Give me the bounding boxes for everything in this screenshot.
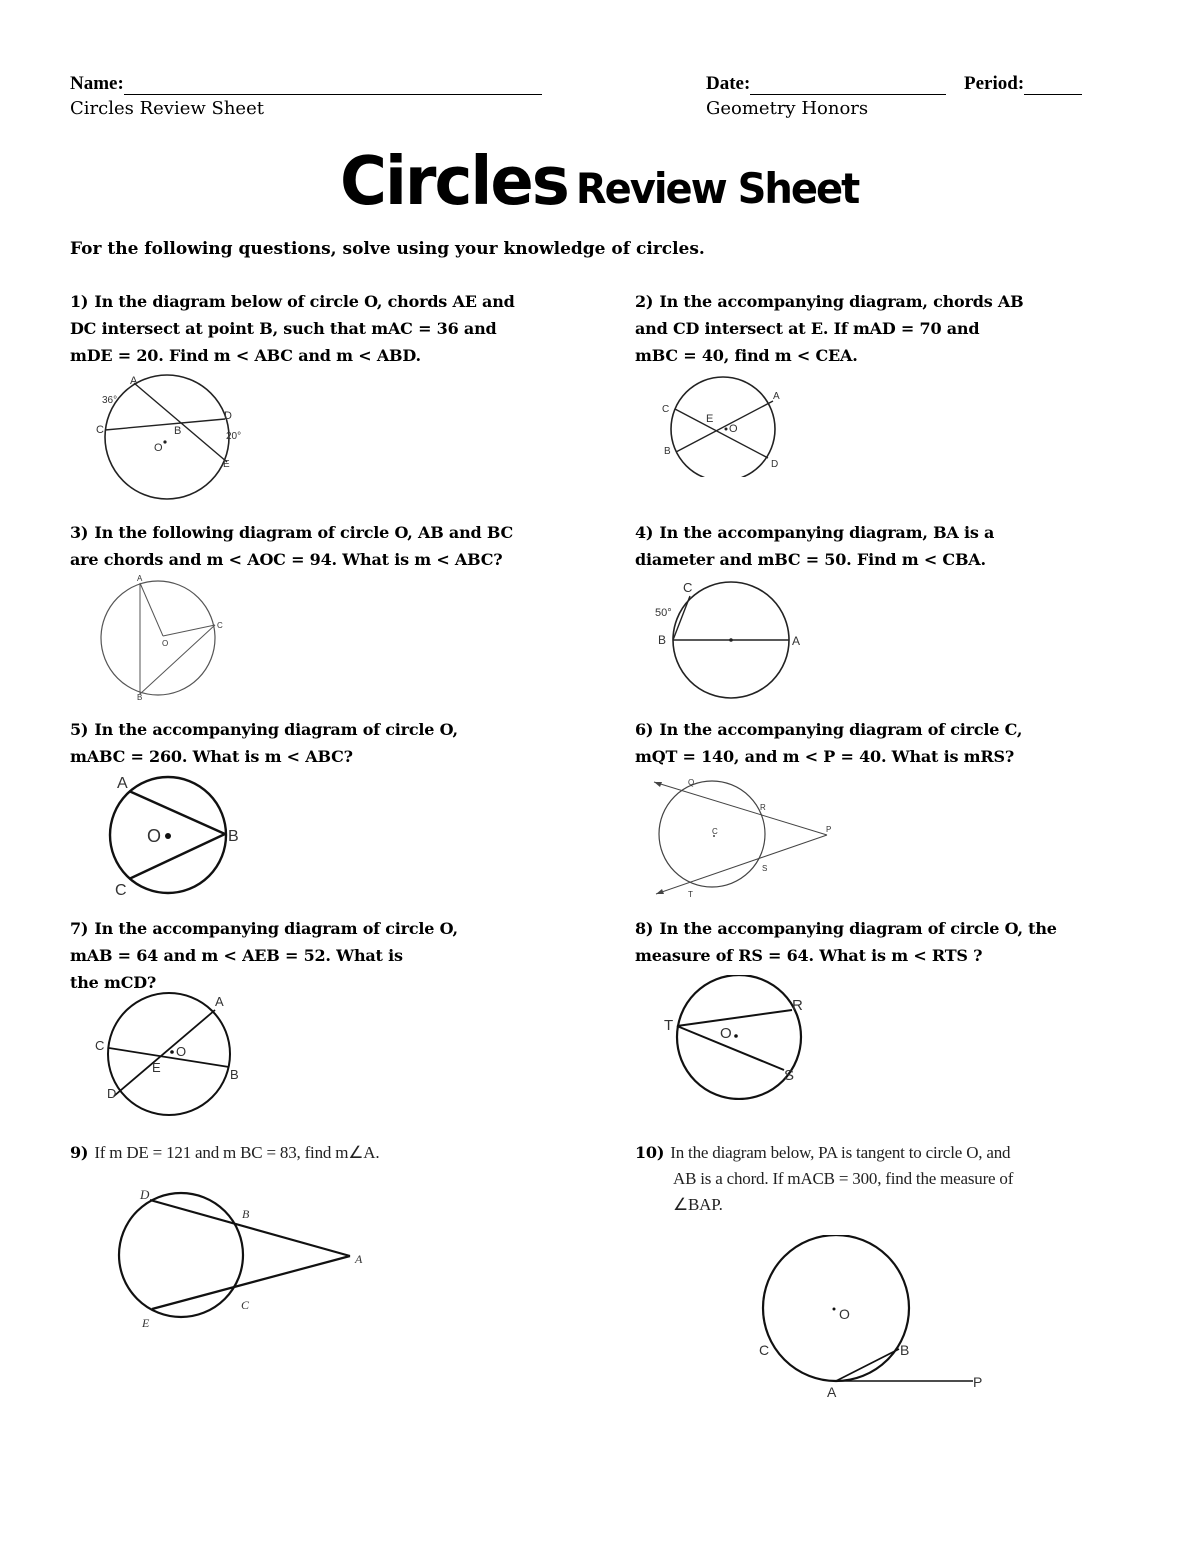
figure-10-diagram: [755, 1235, 995, 1405]
point-label: B: [230, 1067, 239, 1082]
figure-4-diagram: [652, 578, 812, 703]
question-6: [635, 716, 1155, 770]
question-10: [635, 1140, 1095, 1218]
point-label: A: [355, 1252, 363, 1266]
sheet-name: Circles Review Sheet: [70, 98, 264, 119]
center-label: O: [154, 442, 163, 454]
question-line: mABC = 260. What is m < ABC?: [70, 747, 353, 766]
question-number: 4): [635, 523, 654, 542]
point-label: A: [137, 574, 143, 583]
radius-oc: [163, 625, 215, 636]
chord-bc: [129, 834, 225, 879]
course-name: Geometry Honors: [706, 98, 869, 119]
question-line: In the accompanying diagram, chords AB: [659, 292, 1024, 311]
question-7: [70, 915, 590, 996]
question-1: [70, 288, 590, 369]
question-line: are chords and m < AOC = 94. What is m < ABC?: [70, 550, 503, 569]
point-label: E: [142, 1316, 150, 1330]
point-label: P: [973, 1374, 983, 1390]
question-line: DC intersect at point B, such that mAC = 36 and: [70, 319, 497, 338]
figure-6-diagram: [650, 772, 840, 902]
question-8: [635, 915, 1155, 969]
question-line: In the following diagram of circle O, AB and BC: [94, 523, 514, 542]
center-label: O: [176, 1044, 187, 1059]
arc-label: 20°: [226, 431, 242, 442]
period-field[interactable]: [964, 73, 1082, 95]
center-point: [165, 833, 171, 839]
point-label: C: [115, 882, 127, 899]
circle: [763, 1235, 909, 1381]
question-line: AB is a chord. If mACB = 300, find the measure of: [673, 1169, 1014, 1188]
point-label: Q: [688, 778, 695, 787]
question-number: 10): [635, 1143, 665, 1162]
date-label: Date:: [706, 73, 751, 94]
point-label: A: [827, 1384, 837, 1400]
date-blank[interactable]: [750, 76, 946, 95]
point-label: E: [706, 413, 714, 425]
question-9: [70, 1140, 590, 1166]
center-label: O: [729, 423, 738, 435]
center-label: O: [162, 639, 169, 648]
question-line: In the accompanying diagram, BA is a: [659, 523, 995, 542]
question-line: mQT = 140, and m < P = 40. What is mRS?: [635, 747, 1015, 766]
point-label: C: [683, 580, 693, 595]
question-number: 3): [70, 523, 89, 542]
question-number: 5): [70, 720, 89, 739]
point-label: C: [217, 621, 223, 630]
point-label: A: [792, 634, 801, 648]
point-label: C: [662, 404, 670, 415]
secant-ae: [152, 1256, 350, 1309]
arc-label: 50°: [655, 607, 672, 619]
point-label: P: [826, 825, 832, 834]
point-label: C: [241, 1298, 250, 1312]
figure-8-diagram: [660, 975, 810, 1100]
point-label: B: [664, 446, 671, 457]
name-field[interactable]: [70, 73, 542, 95]
question-line: and CD intersect at E. If mAD = 70 and: [635, 319, 980, 338]
question-number: 8): [635, 919, 654, 938]
point-label: B: [137, 693, 143, 702]
point-label: T: [664, 1017, 674, 1034]
chord-ab: [129, 791, 225, 834]
question-line: In the diagram below, PA is tangent to circle O, and: [670, 1143, 1011, 1162]
radius-oa: [140, 583, 163, 636]
center-point: [163, 440, 166, 443]
figure-7-diagram: [92, 990, 252, 1120]
chord-tr: [677, 1010, 792, 1026]
point-label: B: [242, 1207, 250, 1221]
question-line: In the accompanying diagram of circle O,: [94, 919, 458, 938]
chord-ad: [114, 1010, 215, 1096]
question-line: mAB = 64 and m < AEB = 52. What is: [70, 946, 403, 965]
question-line: In the diagram below of circle O, chords AE and: [94, 292, 515, 311]
point-label: A: [130, 375, 138, 387]
date-field[interactable]: [706, 73, 946, 95]
point-label: C: [759, 1342, 770, 1358]
point-label: R: [760, 803, 766, 812]
chord-bc: [140, 625, 215, 694]
point-label: D: [107, 1086, 117, 1101]
point-label: B: [228, 828, 239, 845]
center-point: [729, 638, 733, 642]
question-line: If m DE = 121 and m BC = 83, find m∠A.: [94, 1143, 380, 1162]
point-label: D: [140, 1187, 150, 1202]
point-label: D: [224, 410, 232, 422]
figure-2-diagram: [660, 372, 790, 477]
name-label: Name:: [70, 73, 124, 94]
question-line: mBC = 40, find m < CEA.: [635, 346, 858, 365]
center-point: [833, 1308, 836, 1311]
point-label: A: [215, 994, 224, 1009]
secant-ad: [150, 1200, 350, 1256]
center-point: [725, 428, 728, 431]
title-word-2: Review Sheet: [575, 165, 859, 214]
title-word-1: Circles: [340, 143, 568, 222]
center-label: O: [147, 826, 162, 846]
point-label: C: [96, 424, 104, 436]
figure-3-diagram: [95, 572, 235, 702]
figure-5-diagram: [105, 770, 255, 905]
period-blank[interactable]: [1024, 76, 1082, 95]
arc-label: 36°: [102, 395, 118, 406]
question-line: the mCD?: [70, 973, 157, 992]
period-label: Period:: [964, 73, 1025, 94]
point-label: B: [174, 425, 182, 437]
chord-dc: [105, 419, 225, 430]
arrowhead: [654, 782, 662, 787]
page-title: [340, 140, 860, 222]
chord-cb: [109, 1048, 229, 1067]
question-5: [70, 716, 590, 770]
point-label: C: [95, 1038, 105, 1053]
figure-1-diagram: [90, 372, 260, 507]
chord-ab: [676, 401, 773, 452]
question-line: In the accompanying diagram of circle C,: [659, 720, 1023, 739]
point-label: B: [658, 633, 667, 647]
point-label: R: [792, 997, 803, 1014]
circle: [108, 993, 230, 1115]
point-label: A: [117, 775, 128, 792]
center-point: [170, 1050, 174, 1054]
question-line: mDE = 20. Find m < ABC and m < ABD.: [70, 346, 421, 365]
point-label: S: [784, 1067, 795, 1084]
center-point: [734, 1034, 738, 1038]
question-number: 1): [70, 292, 89, 311]
circle: [105, 375, 229, 499]
question-3: [70, 519, 590, 573]
question-line: ∠BAP.: [673, 1195, 723, 1214]
question-4: [635, 519, 1155, 573]
point-label: E: [152, 1060, 161, 1075]
question-line: measure of RS = 64. What is m < RTS ?: [635, 946, 983, 965]
question-number: 2): [635, 292, 654, 311]
point-label: D: [771, 459, 779, 470]
circle: [119, 1193, 243, 1317]
center-label: C: [712, 827, 718, 836]
name-blank[interactable]: [124, 76, 542, 95]
circle: [677, 975, 801, 1099]
question-line: diameter and mBC = 50. Find m < CBA.: [635, 550, 986, 569]
center-label: O: [720, 1025, 732, 1042]
point-label: T: [688, 890, 693, 899]
center-label: O: [839, 1306, 850, 1322]
figure-9-diagram: [110, 1185, 370, 1335]
question-line: In the accompanying diagram of circle O, the: [659, 919, 1057, 938]
arrowhead: [656, 889, 664, 894]
instructions: For the following questions, solve using your knowledge of circles.: [70, 239, 705, 259]
point-label: S: [762, 864, 768, 873]
chord-cd: [675, 409, 768, 458]
chord-ab: [836, 1349, 899, 1381]
point-label: E: [223, 459, 230, 470]
question-2: [635, 288, 1155, 369]
chord-bc: [673, 596, 690, 640]
question-number: 6): [635, 720, 654, 739]
question-number: 9): [70, 1143, 89, 1162]
question-line: In the accompanying diagram of circle O,: [94, 720, 458, 739]
secant-pt: [656, 835, 827, 894]
point-label: B: [900, 1342, 910, 1358]
point-label: A: [773, 391, 780, 402]
question-number: 7): [70, 919, 89, 938]
